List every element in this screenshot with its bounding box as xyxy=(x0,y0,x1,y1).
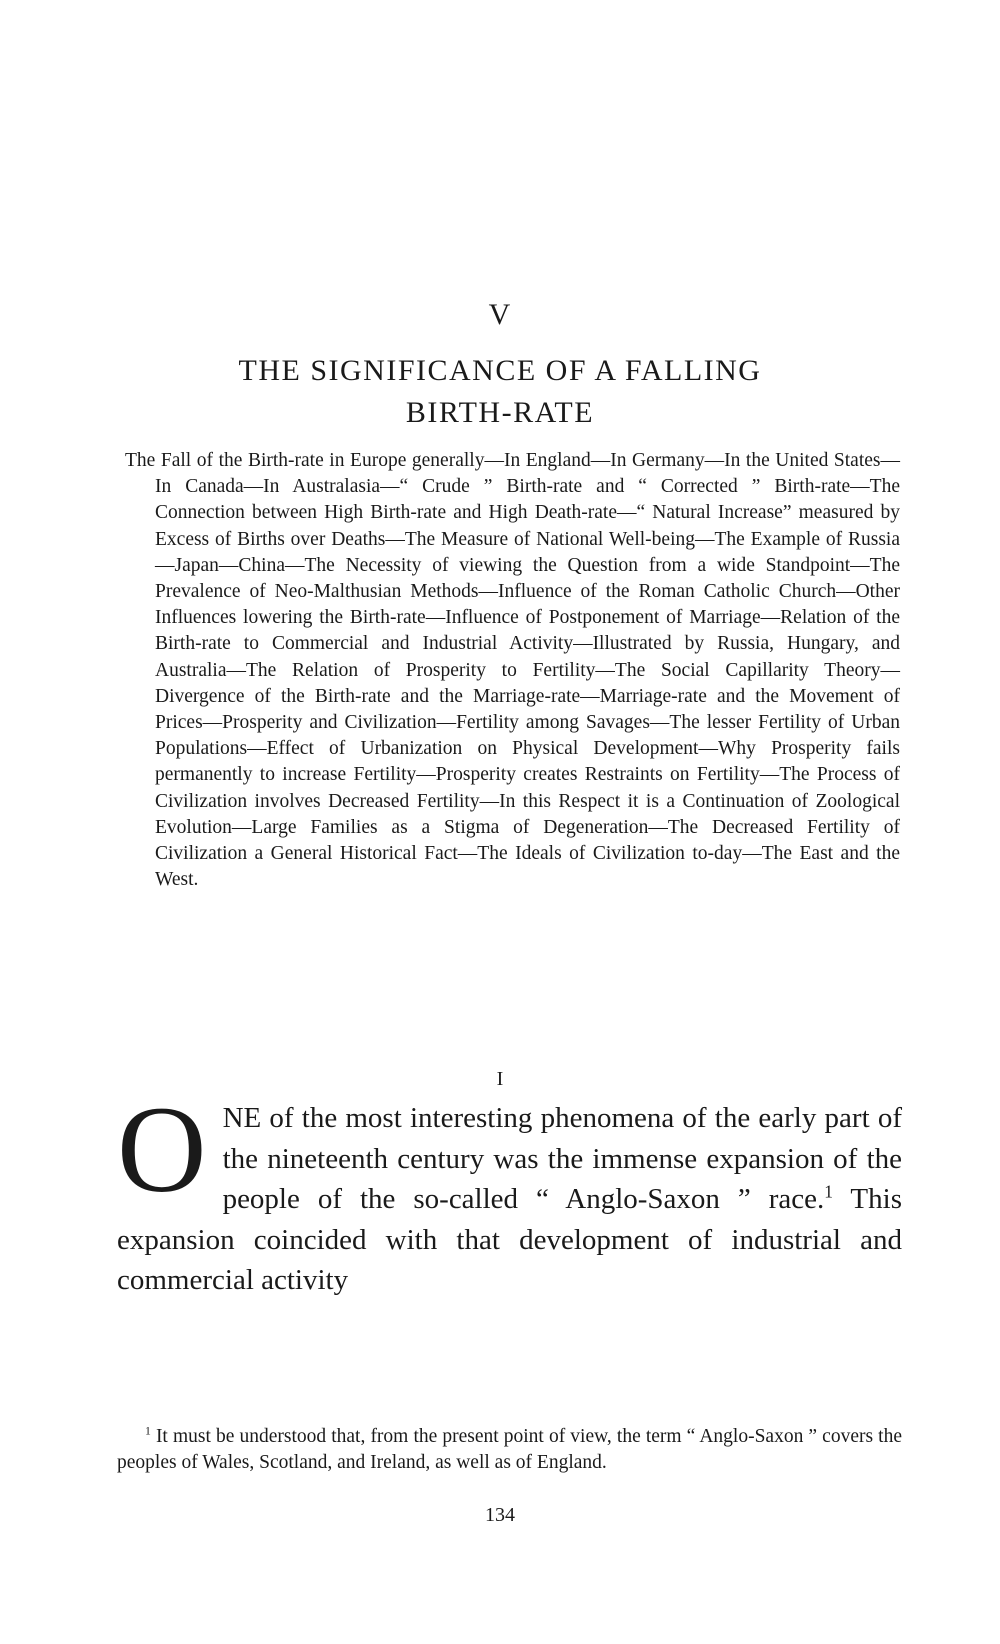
chapter-synopsis: The Fall of the Birth-rate in Europe generally—In England—In Germany—In the United States—In Canada—In Australasia—“ Crude ” Birth-rate and “ Corrected ” Birth-rate—The Connection between High Birth-rate and High Death-rate—“ Natural Increase” measured by Excess of Births over Deaths—The Measure of National Well-being—The Example of Russia—Japan—China—The Necessity of viewing the Question from a wide Standpoint—The Prevalence of Neo-Malthusian Methods—Influence of the Roman Catholic Church—Other Influences lowering the Birth-rate—Influence of Postponement of Marriage—Relation of the Birth-rate to Commercial and Industrial Activity—Illustrated by Russia, Hungary, and Australia—The Relation of Prosperity to Fertility—The Social Capillarity Theory—Divergence of the Birth-rate and the Marriage-rate—Marriage-rate and the Movement of Prices—Prosperity and Civilization—Fertility among Savages—The lesser Fertility of Urban Populations—Effect of Urbanization on Physical Development—Why Prosperity fails permanently to increase Fertility—Prosperity creates Restraints on Fertility—The Process of Civilization involves Decreased Fertility—In this Respect it is a Continuation of Zoological Evolution—Large Families as a Stigma of Degeneration—The Decreased Fertility of Civilization a General Historical Fact—The Ideals of Civilization to-day—The East and the West. xyxy=(125,450,900,891)
drop-cap: O xyxy=(117,1081,207,1218)
chapter-number: V xyxy=(488,298,512,331)
chapter-title-line-1: THE SIGNIFICANCE OF A FALLING xyxy=(238,354,762,387)
footnote-text: It must be understood that, from the present point of view, the term “ Anglo-Saxon ” covers the peoples of Wales, Scotland, and Ireland, as well as of England. xyxy=(117,1426,902,1473)
body-text-continued: This expansion coincided with that development of industrial and commercial activity xyxy=(117,1183,902,1296)
footnote-reference: 1 xyxy=(824,1181,833,1202)
section-number: I xyxy=(496,1068,504,1090)
body-text-start: NE of the most interesting phenomena of the early part of the nineteenth century was the immense expansion of the people of the so-called “ Anglo-Saxon ” race. xyxy=(222,1102,902,1215)
footnote xyxy=(117,1424,902,1476)
page-number: 134 xyxy=(485,1504,515,1526)
body-paragraph xyxy=(117,1081,902,1301)
chapter-title-line-2: BIRTH-RATE xyxy=(405,396,595,429)
chapter-title xyxy=(150,350,850,434)
footnote-marker: 1 xyxy=(145,1424,151,1438)
